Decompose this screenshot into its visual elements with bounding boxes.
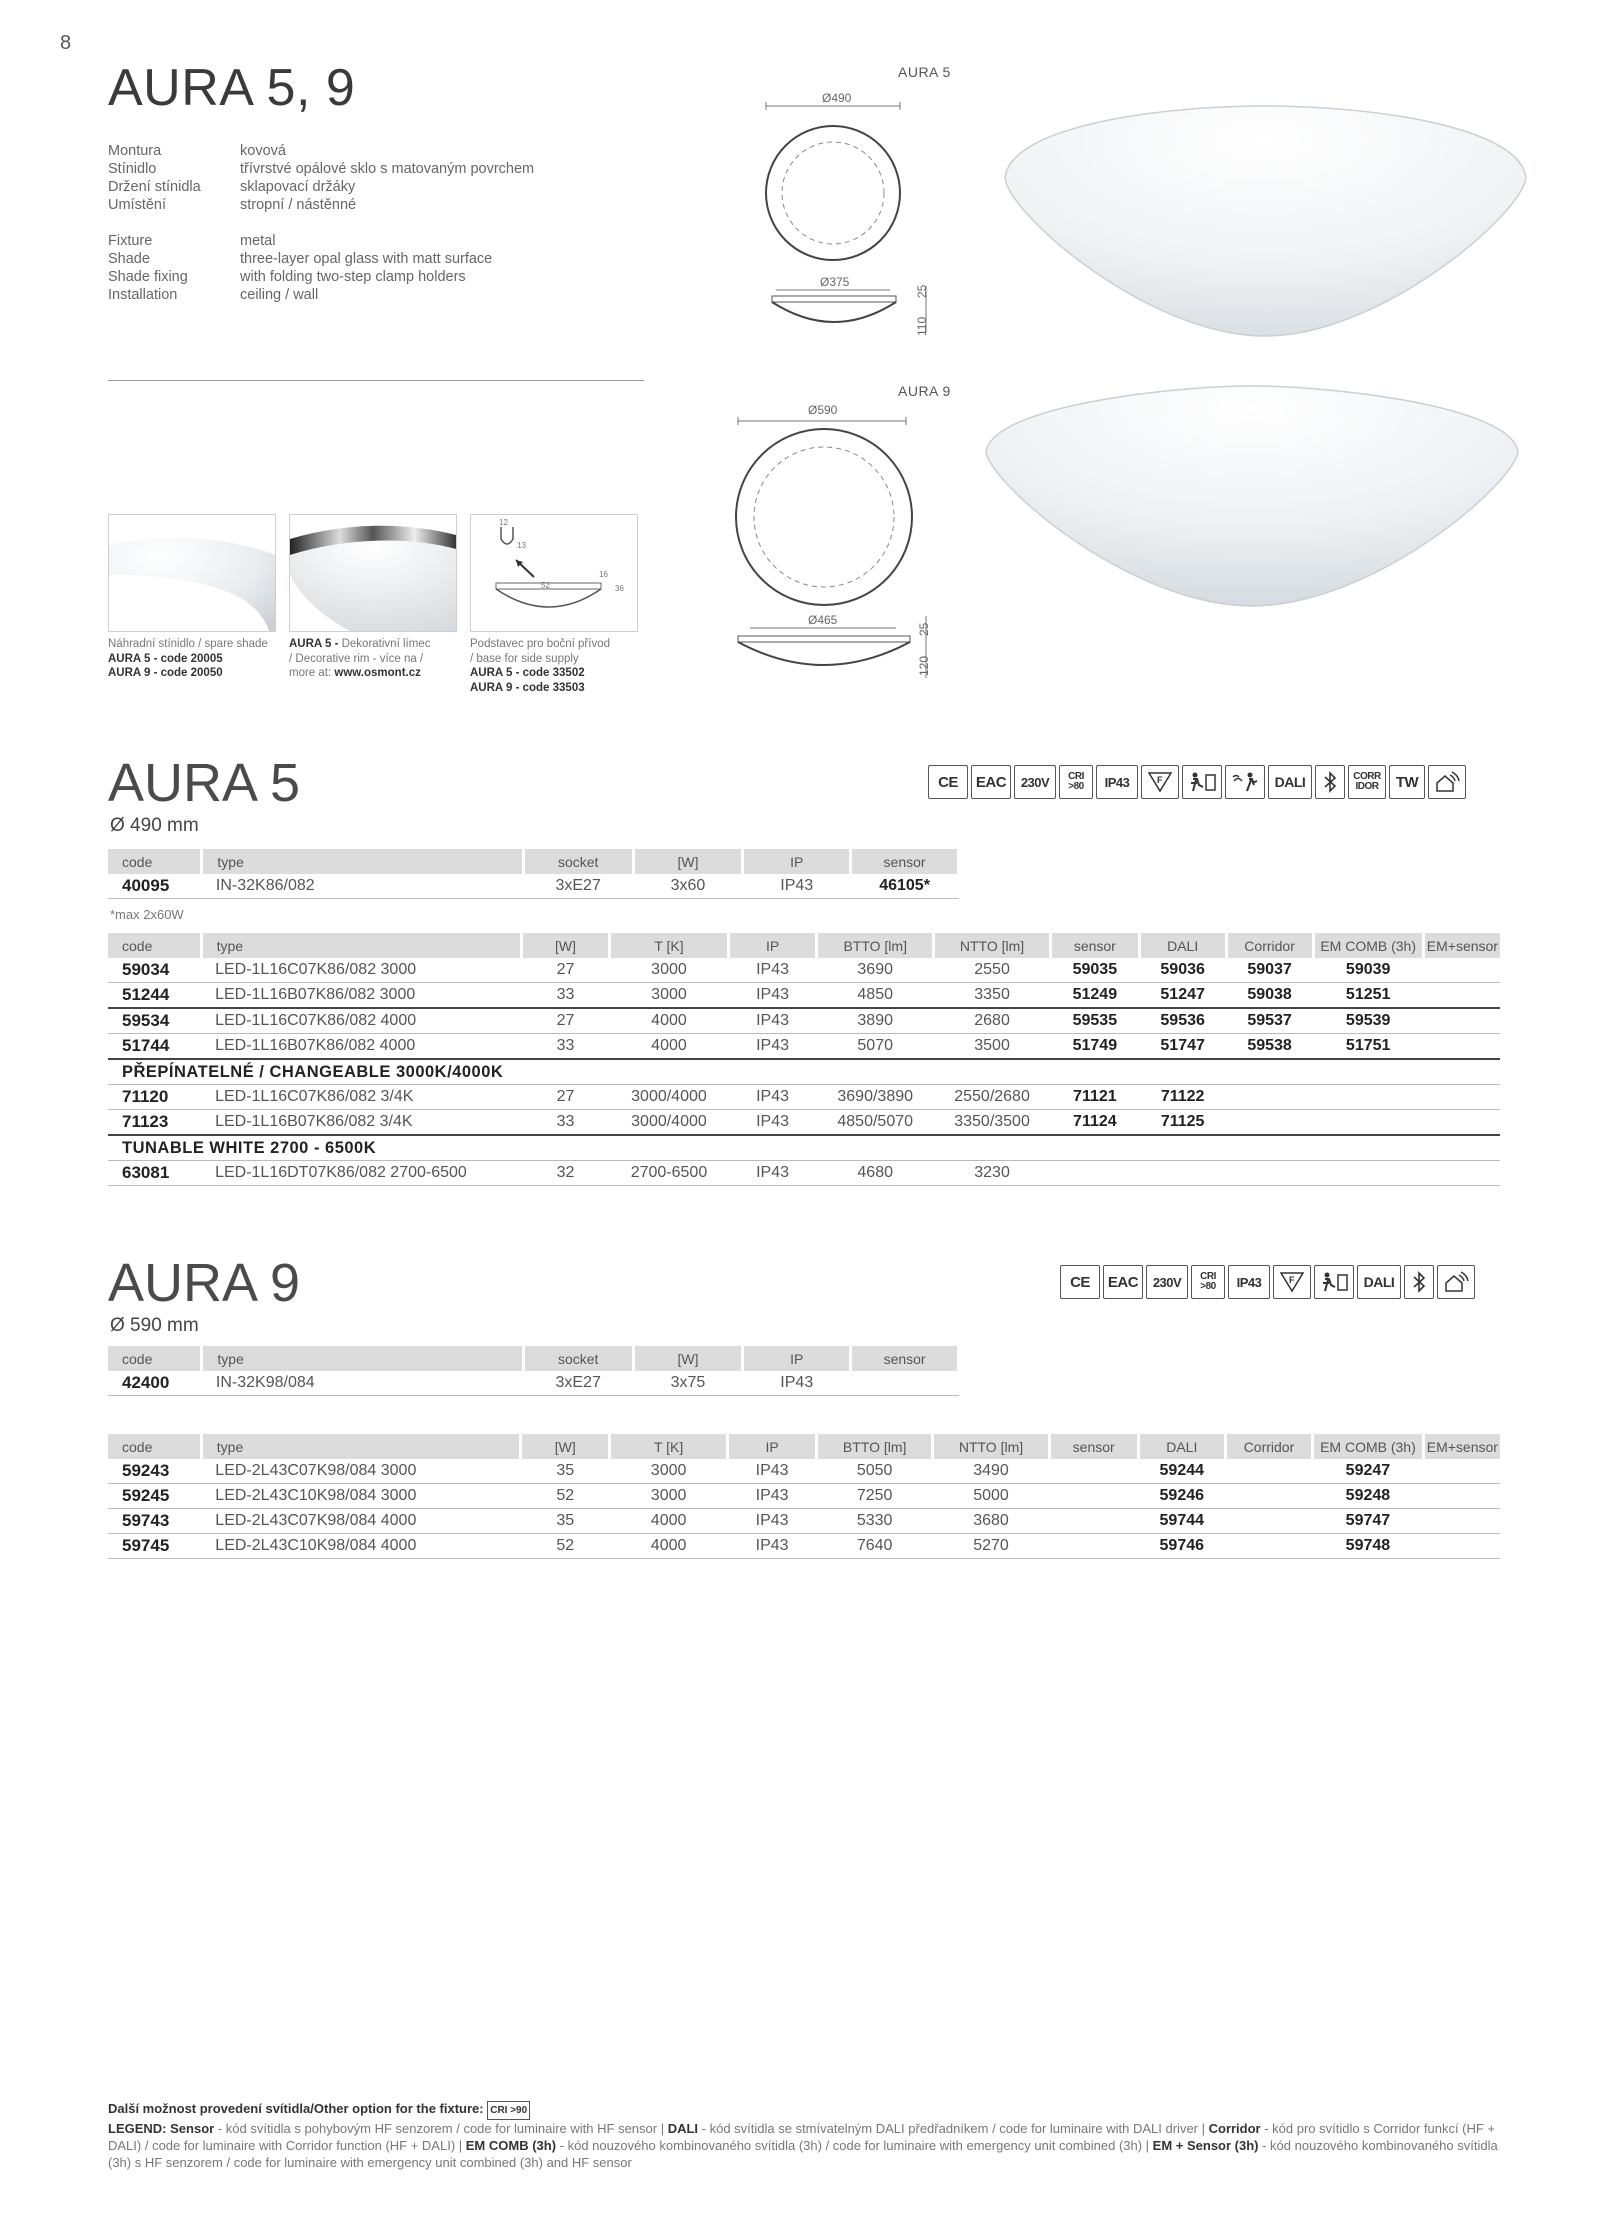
- table-row: 71120 LED-1L16C07K86/082 3/4K 27 3000/4000 IP43 3690/3890 2550/2680 71121 71122: [108, 1085, 1500, 1110]
- spec-key: Držení stínidla: [108, 179, 201, 195]
- dim-label: 16: [599, 570, 608, 579]
- decorative-rim-caption: AURA 5 - Dekorativní límec / Decorative rim - více na / more at: www.osmont.cz: [289, 638, 431, 679]
- bluetooth-icon: [1315, 765, 1345, 799]
- table-header: code type socket [W] IP sensor: [108, 1346, 959, 1371]
- table-row: 59243 LED-2L43C07K98/084 3000 35 3000 IP43 5050 3490 59244 59247: [108, 1459, 1500, 1484]
- certification-icons-aura5: [928, 765, 1466, 799]
- emergency-exit-icon: [1314, 1265, 1354, 1299]
- spec-value: třívrstvé opálové sklo s matovaným povrchem: [240, 161, 535, 177]
- dim-label: Ø490: [822, 91, 852, 105]
- dim-label: 25: [915, 284, 929, 298]
- table-row: 51244 LED-1L16B07K86/082 3000 33 3000 IP43 4850 3350 51249 51247 59038 51251: [108, 983, 1500, 1009]
- table-header: code type [W] T [K] IP BTTO [lm] NTTO [lm] sensor DALI Corridor EM COMB (3h) EM+sensor: [108, 1434, 1500, 1459]
- aura9-product-image: [982, 376, 1522, 616]
- dim-label: 36: [615, 584, 624, 593]
- aura5-product-image: [1000, 66, 1530, 346]
- tunable-white-icon: TW: [1389, 765, 1425, 799]
- aura5-led-table: [108, 933, 1500, 1186]
- table-row: 51744 LED-1L16B07K86/082 4000 33 4000 IP43 5070 3500 51749 51747 59538 51751: [108, 1034, 1500, 1060]
- footnote: *max 2x60W: [110, 907, 184, 922]
- ce-icon: CE: [1060, 1265, 1100, 1299]
- spec-key: Montura: [108, 143, 162, 159]
- dali-icon: DALI: [1357, 1265, 1401, 1299]
- drawing-label-aura9: AURA 9: [898, 383, 951, 399]
- section-title-aura5: AURA 5: [108, 753, 301, 813]
- dim-label: 110: [915, 316, 929, 336]
- dim-label: 12: [499, 518, 508, 527]
- page-number: 8: [60, 32, 72, 54]
- spec-value: sklapovací držáky: [240, 179, 356, 195]
- voltage-230v-icon: 230V: [1146, 1265, 1188, 1299]
- dim-label: 25: [917, 622, 931, 636]
- spec-value: metal: [240, 233, 276, 249]
- dali-icon: DALI: [1268, 765, 1312, 799]
- spec-key: Stínidlo: [108, 161, 157, 177]
- dim-label: 52: [541, 581, 550, 590]
- cri-90-icon: CRI >90: [487, 2101, 530, 2120]
- dim-label: Ø375: [820, 275, 850, 289]
- table-row: 59245 LED-2L43C10K98/084 3000 52 3000 IP43 7250 5000 59246 59248: [108, 1484, 1500, 1509]
- table-row: 71123 LED-1L16B07K86/082 3/4K 33 3000/4000 IP43 4850/5070 3350/3500 71124 71125: [108, 1110, 1500, 1136]
- drawing-label-aura5: AURA 5: [898, 64, 951, 80]
- eac-icon: EAC: [1103, 1265, 1143, 1299]
- table-row: 63081 LED-1L16DT07K86/082 2700-6500 32 2700-6500 IP43 4680 3230: [108, 1161, 1500, 1186]
- ip43-icon: IP43: [1228, 1265, 1270, 1299]
- dim-label: 120: [917, 655, 931, 676]
- svg-text:F: F: [1289, 1275, 1294, 1285]
- spec-key: Shade: [108, 251, 150, 267]
- table-row: 59534 LED-1L16C07K86/082 4000 27 4000 IP43 3890 2680 59535 59536 59537 59539: [108, 1008, 1500, 1034]
- table-header: code type socket [W] IP sensor: [108, 849, 959, 874]
- spec-block: [108, 142, 534, 304]
- dim-label: Ø465: [808, 613, 838, 627]
- f-mark-icon: [1141, 765, 1179, 799]
- spec-value: stropní / nástěnné: [240, 197, 357, 213]
- svg-text:F: F: [1157, 775, 1162, 785]
- side-supply-base-drawing: [470, 514, 638, 632]
- table-row: 59743 LED-2L43C07K98/084 4000 35 4000 IP43 5330 3680 59744 59747: [108, 1509, 1500, 1534]
- spec-key: Shade fixing: [108, 269, 188, 285]
- section-title-aura9: AURA 9: [108, 1253, 301, 1313]
- table-row: 59034 LED-1L16C07K86/082 3000 27 3000 IP43 3690 2550 59035 59036 59037 59039: [108, 958, 1500, 983]
- smart-home-icon: [1428, 765, 1466, 799]
- aura9-halogen-table: [108, 1346, 960, 1396]
- eac-icon: EAC: [971, 765, 1011, 799]
- dim-label: Ø590: [808, 403, 838, 417]
- corridor-icon: CORR IDOR: [1348, 765, 1386, 799]
- cri-80-icon: CRI >80: [1191, 1265, 1225, 1299]
- motion-sensor-icon: [1225, 765, 1265, 799]
- voltage-230v-icon: 230V: [1014, 765, 1056, 799]
- side-supply-caption: Podstavec pro boční přívod / base for side supply AURA 5 - code 33502 AURA 9 - code 33503: [470, 638, 610, 694]
- decorative-rim-image: [289, 514, 457, 632]
- table-subheader: TUNABLE WHITE 2700 - 6500K: [108, 1135, 1500, 1161]
- emergency-exit-icon: [1182, 765, 1222, 799]
- divider: [108, 380, 644, 381]
- cri-80-icon: CRI >80: [1059, 765, 1093, 799]
- aura5-halogen-table: [108, 849, 960, 899]
- aura9-drawing: [728, 396, 948, 706]
- table-subheader: PŘEPÍNATELNÉ / CHANGEABLE 3000K/4000K: [108, 1059, 1500, 1085]
- spec-key: Installation: [108, 287, 178, 303]
- aura5-drawing: [740, 80, 940, 340]
- dim-label: 13: [517, 541, 526, 550]
- legend: Další možnost provedení svítidla/Other option for the fixture: CRI >90 LEGEND: Sensor - kód svítidla s pohybovým HF senzorem / code for luminaire with HF sensor | DALI - kód svítidla se stmívatelným DALI předřadníkem / code for luminaire with DALI driver | Corridor - kód pro svítidlo s Corridor funkcí (HF + DALI) / code for luminaire with Corridor function (HF + DALI) | EM COMB (3h) - kód nouzového kombinovaného svítidla (3h) / code for luminaire with emergency unit combined (3h) | EM + Sensor (3h) - kód nouzového kombinovaného svítidla (3h) s HF senzorem / code for luminaire with emergency unit combined (3h) and HF sensor: [108, 2101, 1498, 2170]
- certification-icons-aura9: [1060, 1265, 1475, 1299]
- spec-value: kovová: [240, 143, 286, 159]
- spare-shade-caption: Náhradní stínidlo / spare shade AURA 5 - code 20005 AURA 9 - code 20050: [108, 638, 268, 679]
- bluetooth-icon: [1404, 1265, 1434, 1299]
- spare-shade-image: [108, 514, 276, 632]
- section-diameter-aura9: Ø 590 mm: [110, 1315, 199, 1336]
- ip43-icon: IP43: [1096, 765, 1138, 799]
- spec-value: ceiling / wall: [240, 287, 319, 303]
- page-title: AURA 5, 9: [108, 59, 356, 117]
- table-row: 40095 IN-32K86/082 3xE27 3x60 IP43 46105*: [108, 874, 959, 899]
- section-diameter-aura5: Ø 490 mm: [110, 815, 199, 836]
- website-link[interactable]: www.osmont.cz: [334, 667, 421, 679]
- aura9-led-table: [108, 1434, 1500, 1559]
- spec-value: with folding two-step clamp holders: [240, 269, 466, 285]
- smart-home-icon: [1437, 1265, 1475, 1299]
- spec-key: Fixture: [108, 233, 153, 249]
- spec-value: three-layer opal glass with matt surface: [240, 251, 493, 267]
- table-row: 59745 LED-2L43C10K98/084 4000 52 4000 IP43 7640 5270 59746 59748: [108, 1534, 1500, 1559]
- ce-icon: CE: [928, 765, 968, 799]
- table-row: 42400 IN-32K98/084 3xE27 3x75 IP43: [108, 1371, 959, 1396]
- other-option-label: Další možnost provedení svítidla/Other option for the fixture:: [108, 2101, 484, 2116]
- table-header: code type [W] T [K] IP BTTO [lm] NTTO [lm] sensor DALI Corridor EM COMB (3h) EM+sensor: [108, 933, 1500, 958]
- f-mark-icon: [1273, 1265, 1311, 1299]
- spec-key: Umístění: [108, 197, 167, 213]
